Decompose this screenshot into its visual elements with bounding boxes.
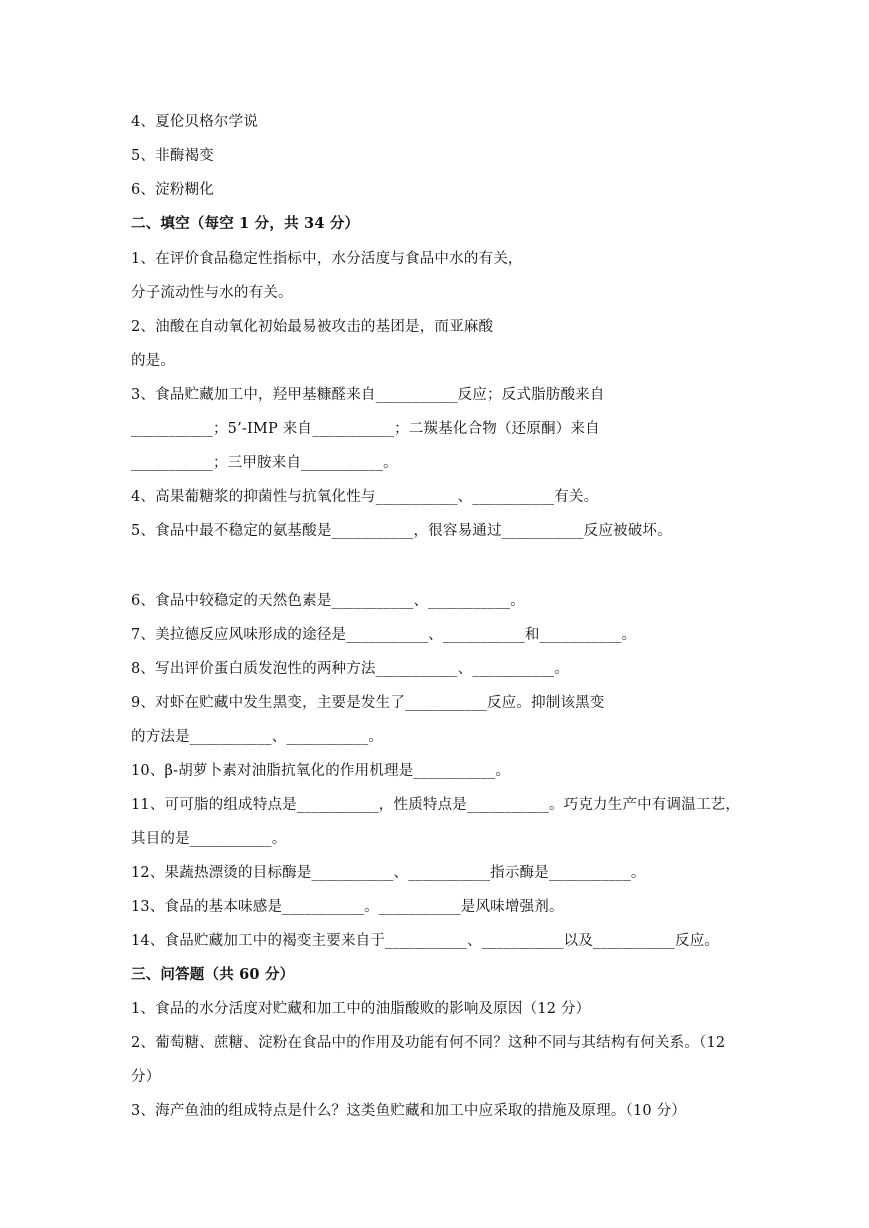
text-line: 3、食品贮藏加工中，羟甲基糠醛来自___________反应；反式脂肪酸来自 <box>131 387 605 403</box>
text-line: 7、美拉德反应风味形成的途径是___________、___________和___________。 <box>131 627 637 643</box>
text-line: 4、夏伦贝格尔学说 <box>131 114 259 130</box>
text-line: 6、食品中较稳定的天然色素是___________、___________。 <box>131 593 525 609</box>
text-line: 12、果蔬热漂烫的目标酶是___________、___________指示酶是___________。 <box>131 865 646 881</box>
text-line: 2、油酸在自动氧化初始最易被攻击的基团是，而亚麻酸 <box>131 319 494 335</box>
text-line: 4、高果葡糖浆的抑菌性与抗氧化性与___________、___________有关。 <box>131 489 599 505</box>
text-line: 3、海产鱼油的组成特点是什么？这类鱼贮藏和加工中应采取的措施及原理。（10 分） <box>131 1103 687 1119</box>
text-line: 8、写出评价蛋白质发泡性的两种方法___________、___________。 <box>131 661 569 677</box>
text-line: 13、食品的基本味感是___________。___________是风味增强剂。 <box>131 899 564 915</box>
text-line: 10、β-胡萝卜素对油脂抗氧化的作用机理是___________。 <box>131 763 511 779</box>
section-heading: 三、问答题（共 60 分） <box>131 966 295 983</box>
text-line: 的方法是___________、___________。 <box>131 729 384 745</box>
text-line: 14、食品贮藏加工中的褐变主要来自于___________、___________以及___________反应。 <box>131 933 720 949</box>
text-line: 1、在评价食品稳定性指标中，水分活度与食品中水的有关， <box>131 251 523 267</box>
text-line: ___________；5’-IMP 来自___________；二羰基化合物（还原酮）来自 <box>131 421 600 437</box>
text-line: ___________；三甲胺来自___________。 <box>131 455 398 471</box>
text-line: 11、可可脂的组成特点是___________，性质特点是___________。巧克力生产中有调温工艺， <box>131 797 741 813</box>
text-line: 6、淀粉糊化 <box>131 182 214 198</box>
text-line: 2、葡萄糖、蔗糖、淀粉在食品中的作用及功能有何不同？这种不同与其结构有何关系。（12 <box>131 1035 726 1051</box>
text-line: 分） <box>131 1069 161 1085</box>
text-line: 5、非酶褐变 <box>131 148 214 164</box>
section-heading: 二、填空（每空 1 分，共 34 分） <box>131 215 360 232</box>
text-line: 其目的是___________。 <box>131 831 287 847</box>
text-line: 1、食品的水分活度对贮藏和加工中的油脂酸败的影响及原因（12 分） <box>131 1001 591 1017</box>
text-line: 分子流动性与水的有关。 <box>131 285 293 301</box>
text-line: 5、食品中最不稳定的氨基酸是___________，很容易通过___________反应被破坏。 <box>131 523 672 539</box>
text-line: 的是。 <box>131 353 176 369</box>
text-line: 9、对虾在贮藏中发生黑变，主要是发生了___________反应。抑制该黑变 <box>131 695 605 711</box>
